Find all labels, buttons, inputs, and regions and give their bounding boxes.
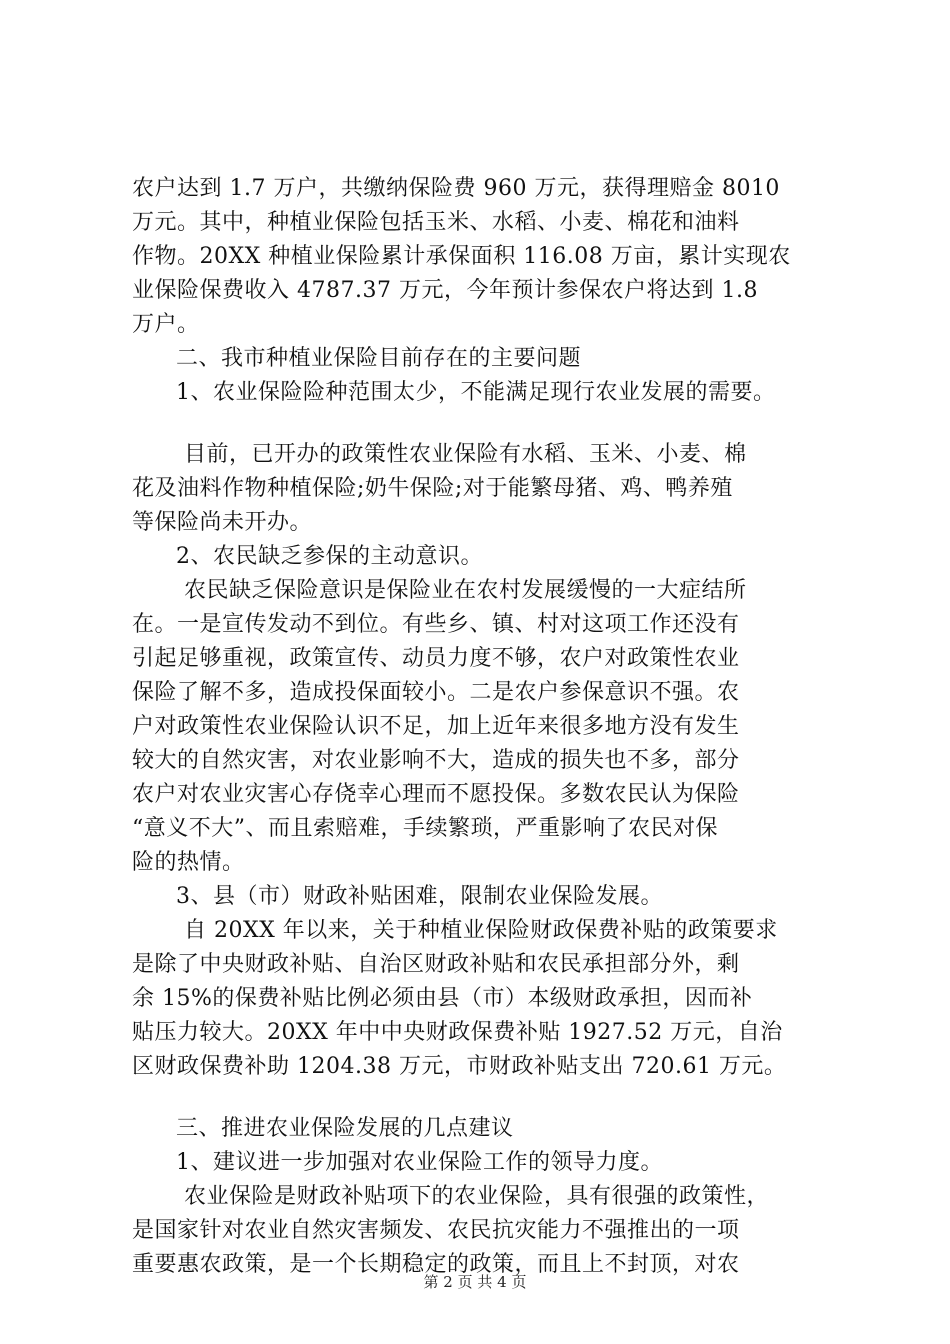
body-text-line: “意义不大”、而且索赔难，手续繁琐，严重影响了农民对保 xyxy=(132,816,718,841)
body-text-line: 作物。20XX 种植业保险累计承保面积 116.08 万亩，累计实现农 xyxy=(132,244,791,269)
subsection-heading: 1、建议进一步加强对农业保险工作的领导力度。 xyxy=(176,1150,663,1175)
body-text-line: 业保险保费收入 4787.37 万元，今年预计参保农户将达到 1.8 xyxy=(132,278,758,303)
body-text-line: 目前，已开办的政策性农业保险有水稻、玉米、小麦、棉 xyxy=(184,442,747,467)
subsection-heading: 2、农民缺乏参保的主动意识。 xyxy=(176,544,483,569)
body-text-line: 农民缺乏保险意识是保险业在农村发展缓慢的一大症结所 xyxy=(184,578,747,603)
body-text-line: 重要惠农政策，是一个长期稳定的政策，而且上不封顶，对农 xyxy=(132,1252,740,1277)
body-text-line: 农户达到 1.7 万户，共缴纳保险费 960 万元，获得理赔金 8010 xyxy=(132,176,780,201)
body-text-line: 是除了中央财政补贴、自治区财政补贴和农民承担部分外，剩 xyxy=(132,952,740,977)
document-body xyxy=(132,172,834,1282)
body-text-line: 自 20XX 年以来，关于种植业保险财政保费补贴的政策要求 xyxy=(184,918,778,943)
body-text-line: 等保险尚未开办。 xyxy=(132,510,313,535)
body-text-line: 户对政策性农业保险认识不足，加上近年来很多地方没有发生 xyxy=(132,714,740,739)
section-heading: 三、推进农业保险发展的几点建议 xyxy=(176,1116,514,1141)
body-text-line: 贴压力较大。20XX 年中中央财政保费补贴 1927.52 万元，自治 xyxy=(132,1020,783,1045)
body-text-line: 农户对农业灾害心存侥幸心理而不愿投保。多数农民认为保险 xyxy=(132,782,740,807)
body-text-line: 区财政保费补助 1204.38 万元，市财政补贴支出 720.61 万元。 xyxy=(132,1054,787,1079)
paragraph-gap xyxy=(132,1084,834,1112)
body-text-line: 在。一是宣传发动不到位。有些乡、镇、村对这项工作还没有 xyxy=(132,612,740,637)
body-text-line: 余 15%的保费补贴比例必须由县（市）本级财政承担，因而补 xyxy=(132,986,753,1011)
body-text-line: 万户。 xyxy=(132,312,200,337)
body-text-line: 花及油料作物种植保险;奶牛保险;对于能繁母猪、鸡、鸭养殖 xyxy=(132,476,733,501)
subsection-heading: 3、县（市）财政补贴困难，限制农业保险发展。 xyxy=(176,884,663,909)
body-text-line: 农业保险是财政补贴项下的农业保险，具有很强的政策性， xyxy=(184,1184,770,1209)
body-text-line: 保险了解不多，造成投保面较小。二是农户参保意识不强。农 xyxy=(132,680,740,705)
page-footer xyxy=(0,1272,950,1292)
body-text-line: 险的热情。 xyxy=(132,850,245,875)
body-text-line: 引起足够重视，政策宣传、动员力度不够，农户对政策性农业 xyxy=(132,646,740,671)
body-text-line: 万元。其中，种植业保险包括玉米、水稻、小麦、棉花和油料 xyxy=(132,210,740,235)
subsection-heading: 1、农业保险险种范围太少，不能满足现行农业发展的需要。 xyxy=(176,380,776,405)
body-text-line: 是国家针对农业自然灾害频发、农民抗灾能力不强推出的一项 xyxy=(132,1218,740,1243)
body-text-line: 较大的自然灾害，对农业影响不大，造成的损失也不多，部分 xyxy=(132,748,740,773)
section-heading: 二、我市种植业保险目前存在的主要问题 xyxy=(176,346,582,371)
page-indicator: 第 2 页 共 4 页 xyxy=(423,1273,527,1291)
paragraph-gap xyxy=(132,410,834,438)
